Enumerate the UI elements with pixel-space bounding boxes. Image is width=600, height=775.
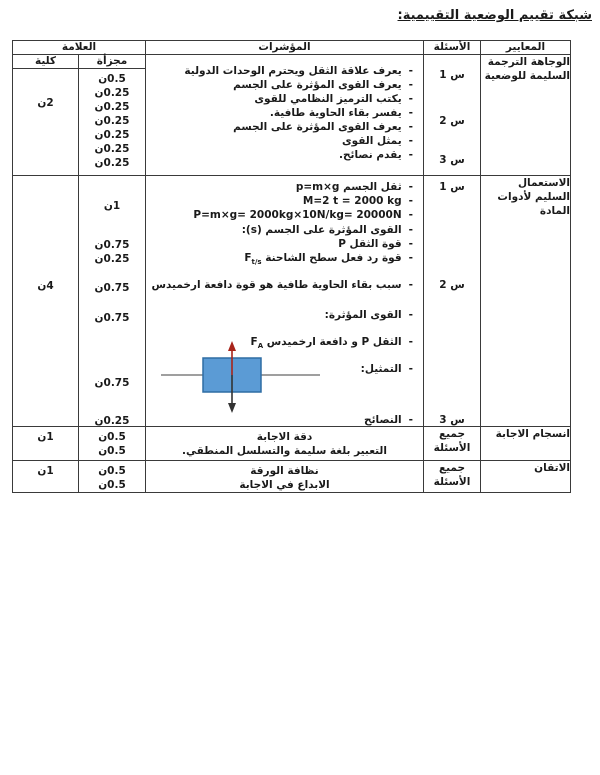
indicator-line: -يقدم نصائح. (338, 149, 413, 161)
column-header-questions: الأسئلة (424, 41, 481, 55)
criteria-cell-relevance: الوجاهة الترجمة السليمة للوضعية (481, 55, 571, 176)
total-mark-cell-section3 (13, 427, 79, 461)
bullet-dash: - (408, 224, 413, 236)
evaluation-grid-table (12, 40, 571, 493)
indicator-line: نظافة الورقة (250, 465, 319, 477)
partial-marks-cell-section4 (79, 461, 146, 493)
criteria-cell-answer-coherence: انسجام الاجابة (481, 427, 571, 461)
total-mark-cell-section4 (13, 461, 79, 493)
column-header-indicators: المؤشرات (146, 41, 424, 55)
questions-cell-section2 (424, 176, 481, 427)
bullet-dash: - (408, 107, 413, 119)
indicator-line: -قوة الثقل P (338, 238, 413, 250)
partial-mark: 0.25ن (94, 253, 130, 265)
total-mark: 2ن (37, 97, 54, 109)
question-label: س 2 (439, 115, 465, 127)
partial-mark: 0.5ن (98, 431, 126, 443)
indicator-line: -يكتب الترميز النظامي للقوى (254, 93, 413, 105)
partial-mark: 0.5ن (98, 73, 126, 85)
indicator-line: -قوة رد فعل سطح الشاحنة $F_{t/s}$ (244, 252, 413, 267)
total-mark: 1ن (37, 465, 54, 477)
partial-mark: 0.75ن (94, 312, 130, 324)
partial-mark: 0.5ن (98, 465, 126, 477)
header-row (13, 41, 571, 55)
buoyancy-diagram (158, 339, 328, 417)
partial-mark: 0.75ن (94, 239, 130, 251)
indicators-cell-section1 (146, 55, 424, 176)
bullet-dash: - (408, 336, 413, 348)
bullet-dash: - (408, 279, 413, 291)
bullet-dash: - (408, 252, 413, 264)
question-label: س 3 (439, 154, 465, 166)
partial-mark: 0.5ن (98, 479, 126, 491)
questions-cell-section4: جميع الأسئلة (424, 461, 481, 493)
indicator-line: -يمثل القوى (342, 135, 413, 147)
indicator-line: -P=m×g= 2000kg×10N/kg= 20000N (193, 209, 413, 221)
partial-mark: 0.25ن (94, 129, 130, 141)
indicator-line: -الثقل P و دافعة ارخميدس $F_A$ (250, 336, 413, 351)
partial-mark: 0.75ن (94, 377, 130, 389)
bullet-dash: - (408, 309, 413, 321)
partial-mark: 0.75ن (94, 282, 130, 294)
indicator-line: -القوى المؤثرة: (324, 309, 413, 321)
indicators-cell-section4 (146, 461, 424, 493)
bullet-dash: - (408, 238, 413, 250)
indicator-line: -سبب بقاء الحاوية طافية هو قوة دافعة ارخميدس (151, 279, 413, 291)
subheader-total: كلية (13, 55, 79, 69)
partial-marks-cell-section2 (79, 176, 146, 427)
indicators-cell-section2 (146, 176, 424, 427)
bullet-dash: - (408, 149, 413, 161)
partial-mark: 1ن (103, 200, 121, 212)
subheader-partial: مجزأة (79, 55, 146, 69)
question-label: س 1 (439, 181, 465, 193)
indicator-line: -التمثيل: (360, 363, 413, 375)
down-arrow-head (228, 403, 236, 413)
partial-mark: 0.25ن (94, 87, 130, 99)
bullet-dash: - (408, 181, 413, 193)
page-title: شبكة تقييم الوضعية التقييمية: (397, 8, 592, 23)
question-label: س 2 (439, 279, 465, 291)
indicator-line: -يعرف القوى المؤثرة على الجسم (233, 121, 413, 133)
partial-mark: 0.25ن (94, 143, 130, 155)
bullet-dash: - (408, 79, 413, 91)
indicator-line: دقة الاجابة (256, 431, 313, 443)
partial-mark: 0.25ن (94, 157, 130, 169)
column-header-mark: العلامة (13, 41, 146, 55)
indicators-cell-section3 (146, 427, 424, 461)
up-arrow-head (228, 341, 236, 351)
bullet-dash: - (408, 195, 413, 207)
question-label: س 3 (439, 414, 465, 426)
bullet-dash: - (408, 135, 413, 147)
bullet-dash: - (408, 363, 413, 375)
section2-row (13, 176, 571, 427)
bullet-dash: - (408, 121, 413, 133)
indicator-line: -يفسر بقاء الحاوية طافية. (269, 107, 413, 119)
indicator-line: -ثقل الجسم p=m×g (295, 181, 413, 193)
bullet-dash: - (408, 414, 413, 426)
indicator-line: -يعرف القوى المؤثرة على الجسم (233, 79, 413, 91)
indicator-line: -M=2 t = 2000 kg (302, 195, 413, 207)
criteria-cell-mastery: الاتقان (481, 461, 571, 493)
total-mark: 4ن (37, 280, 54, 292)
total-mark-cell-section1 (13, 69, 79, 176)
section3-row (13, 427, 571, 461)
total-mark-cell-section2 (13, 176, 79, 427)
questions-cell-section1 (424, 55, 481, 176)
indicator-line: التعبير بلغة سليمة والتسلسل المنطقي. (182, 445, 387, 457)
indicator-line: الابداع في الاجابة (239, 479, 330, 491)
column-header-criteria: المعايير (481, 41, 571, 55)
indicator-line: -النصائح (364, 414, 413, 426)
total-mark: 1ن (37, 431, 54, 443)
question-label: س 1 (439, 69, 465, 81)
partial-marks-cell-section1 (79, 69, 146, 176)
bullet-dash: - (408, 93, 413, 105)
partial-mark: 0.25ن (94, 101, 130, 113)
partial-mark: 0.25ن (94, 415, 130, 427)
partial-mark: 0.25ن (94, 115, 130, 127)
indicator-line: -يعرف علاقة الثقل ويحترم الوحدات الدولية (184, 65, 413, 77)
criteria-cell-proper-use: الاستعمال السليم لأدوات المادة (481, 176, 571, 427)
bullet-dash: - (408, 209, 413, 221)
questions-cell-section3: جميع الأسئلة (424, 427, 481, 461)
section4-row (13, 461, 571, 493)
bullet-dash: - (408, 65, 413, 77)
partial-mark: 0.5ن (98, 445, 126, 457)
indicator-line: -القوى المؤثرة على الجسم (s): (241, 224, 413, 236)
partial-marks-cell-section3 (79, 427, 146, 461)
subheader-row (13, 55, 571, 69)
